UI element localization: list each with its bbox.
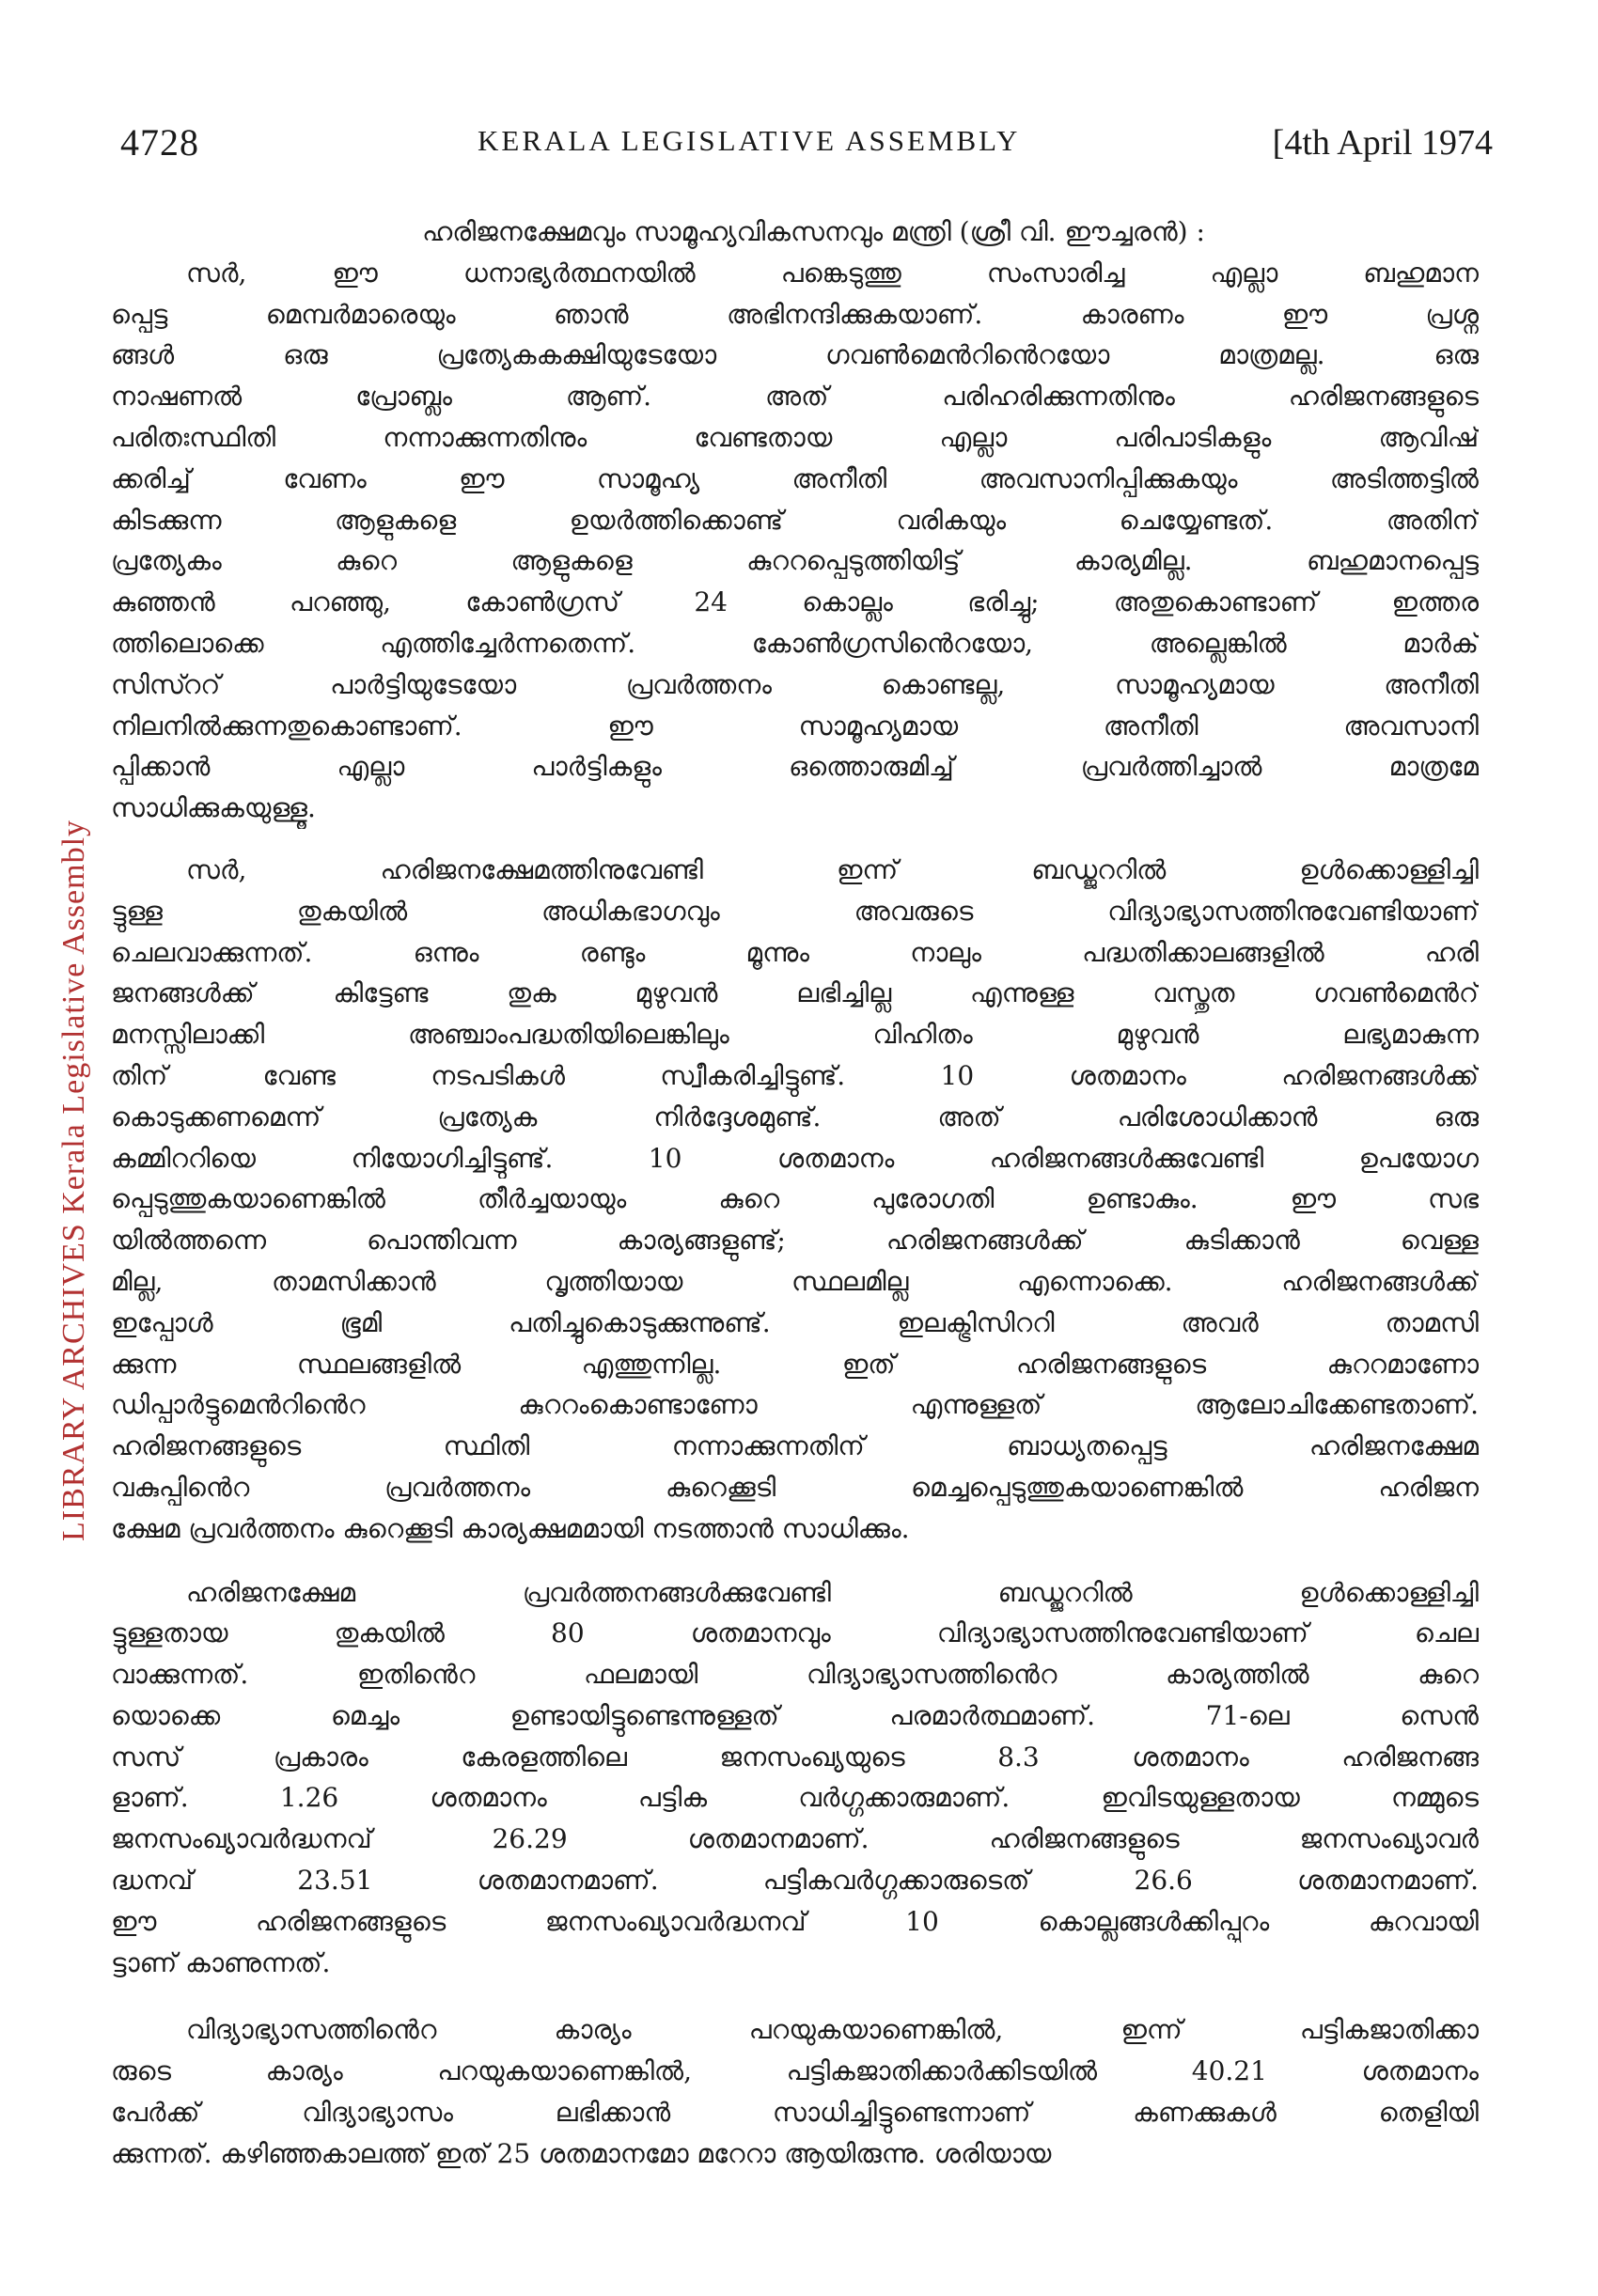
archive-watermark: LIBRARY ARCHIVES Kerala Legislative Assembly — [56, 819, 91, 1541]
text-line: ക്കുന്നത്. കഴിഞ്ഞകാലത്ത് ഇത് 25 ശതമാനമോ മറേറാ ആയിരുന്നു. ശരിയായ — [111, 2137, 1052, 2169]
text-line: ക്ഷേമ പ്രവർത്തനം കുറെക്കൂടി കാര്യക്ഷമമായി നടത്താൻ സാധിക്കും. — [111, 1512, 910, 1544]
paragraph — [111, 253, 1479, 829]
text-line: നിലനിൽക്കുന്നതുകൊണ്ടാണ്. ഈ സാമൂഹ്യമായ അനീതി അവസാനി — [111, 710, 1479, 742]
text-line: ങ്ങൾ ഒരു പ്രത്യേകകക്ഷിയുടേയോ ഗവൺമെൻറിൻെറയോ മാത്രമല്ല. ഒരു — [111, 339, 1479, 371]
paragraph — [111, 850, 1479, 1550]
header-date: [4th April 1974 — [1272, 123, 1493, 163]
text-line: ളാണ്. 1.26 ശതമാനം പട്ടിക വർഗ്ഗക്കാരുമാണ്. ഇവിടയുള്ളതായ നമ്മുടെ — [111, 1782, 1479, 1814]
text-line: നാഷണൽ പ്രോബ്ലം ആണ്. അത് പരിഹരിക്കുന്നതിനും ഹരിജനങ്ങളുടെ — [111, 381, 1479, 413]
running-title: KERALA LEGISLATIVE ASSEMBLY — [478, 124, 1021, 157]
text-line: കുഞ്ഞൻ പറഞ്ഞു, കോൺഗ്രസ് 24 കൊല്ലം ഭരിച്ചു; അതുകൊണ്ടാണ് ഇത്തര — [111, 586, 1479, 618]
speaker-heading: ഹരിജനക്ഷേമവും സാമൂഹ്യവികസനവും മന്ത്രി (ശ്രീ വി. ഈച്ചരൻ) : — [422, 216, 1205, 247]
text-line: കൊടുക്കണമെന്ന് പ്രത്യേക നിർദ്ദേശമുണ്ട്. അത് പരിശോധിക്കാൻ ഒരു — [111, 1101, 1479, 1132]
text-line: പ്പെടുത്തുകയാണെങ്കിൽ തീർച്ചയായും കുറെ പുരോഗതി ഉണ്ടാകും. ഈ സഭ — [111, 1183, 1479, 1215]
text-line: വകുപ്പിൻെറ പ്രവർത്തനം കുറെക്കൂടി മെച്ചപ്പെടുത്തുകയാണെങ്കിൽ ഹരിജന — [111, 1471, 1479, 1503]
text-line: തിന് വേണ്ട നടപടികൾ സ്വീകരിച്ചിട്ടുണ്ട്. 10 ശതമാനം ഹരിജനങ്ങൾക്ക് — [111, 1059, 1479, 1091]
text-line: രുടെ കാര്യം പറയുകയാണെങ്കിൽ, പട്ടികജാതിക്കാർക്കിടയിൽ 40.21 ശതമാനം — [111, 2055, 1479, 2087]
page-number: 4728 — [120, 121, 199, 164]
paragraph — [111, 1572, 1479, 1984]
text-line: ട്ടുള്ളതായ തുകയിൽ 80 ശതമാനവും വിദ്യാഭ്യാസത്തിനുവേണ്ടിയാണ് ചെല — [111, 1617, 1479, 1649]
text-line: യിൽത്തന്നെ പൊന്തിവന്ന കാര്യങ്ങളുണ്ട്; ഹരിജനങ്ങൾക്ക് കുടിക്കാൻ വെള്ള — [111, 1225, 1479, 1257]
text-line: ത്തിലൊക്കെ എത്തിച്ചേർന്നതെന്ന്. കോൺഗ്രസിൻെറയോ, അല്ലെങ്കിൽ മാർക് — [111, 627, 1479, 659]
text-line: ഇപ്പോൾ ഭൂമി പതിച്ചുകൊടുക്കുന്നുണ്ട്. ഇലക്ട്രിസിററി അവർ താമസി — [111, 1306, 1479, 1338]
text-line: കിടക്കുന്ന ആളുകളെ ഉയർത്തിക്കൊണ്ട് വരികയും ചെയ്യേണ്ടത്. അതിന് — [111, 504, 1479, 536]
text-line: മനസ്സിലാക്കി അഞ്ചാംപദ്ധതിയിലെങ്കിലും വിഹിതം മുഴുവൻ ലഭ്യമാകുന്ന — [111, 1019, 1479, 1051]
text-line: കമ്മിററിയെ നിയോഗിച്ചിട്ടുണ്ട്. 10 ശതമാനം ഹരിജനങ്ങൾക്കുവേണ്ടി ഉപയോഗ — [111, 1142, 1479, 1174]
text-line: പരിതഃസ്ഥിതി നന്നാക്കുന്നതിനും വേണ്ടതായ എല്ലാ പരിപാടികളും ആവിഷ് — [111, 421, 1479, 453]
body-text — [111, 211, 1479, 2175]
text-line: മില്ല, താമസിക്കാൻ വൃത്തിയായ സ്ഥലമില്ല എന്നൊക്കെ. ഹരിജനങ്ങൾക്ക് — [111, 1265, 1479, 1297]
text-line: പ്പിക്കാൻ എല്ലാ പാർട്ടികളും ഒത്തൊരുമിച്ച് പ്രവർത്തിച്ചാൽ മാത്രമേ — [111, 751, 1479, 783]
paragraphs — [111, 253, 1479, 2175]
text-line: ദ്ധനവ് 23.51 ശതമാനമാണ്. പട്ടികവർഗ്ഗക്കാരുടെത് 26.6 ശതമാനമാണ്. — [111, 1865, 1479, 1897]
text-line: സർ, ഈ ധനാഭ്യർത്ഥനയിൽ പങ്കെടുത്തു സംസാരിച്ച എല്ലാ ബഹുമാന — [186, 257, 1479, 289]
text-line: ട്ടുള്ള തുകയിൽ അധികഭാഗവും അവരുടെ വിദ്യാഭ്യാസത്തിനുവേണ്ടിയാണ് — [111, 895, 1479, 927]
paragraph — [111, 2009, 1479, 2174]
text-line: സസ് പ്രകാരം കേരളത്തിലെ ജനസംഖ്യയുടെ 8.3 ശതമാനം ഹരിജനങ്ങ — [111, 1741, 1479, 1773]
text-line: ഡിപ്പാർട്ടുമെൻറിൻെറ കുററംകൊണ്ടാണോ എന്നുള്ളത് ആലോചിക്കേണ്ടതാണ്. — [111, 1389, 1479, 1421]
text-line: പേർക്ക് വിദ്യാഭ്യാസം ലഭിക്കാൻ സാധിച്ചിട്ടുണ്ടെന്നാണ് കണക്കുകൾ തെളിയി — [111, 2097, 1479, 2129]
text-line: ജനങ്ങൾക്ക് കിട്ടേണ്ട തുക മുഴുവൻ ലഭിച്ചില്ല എന്നുള്ള വസ്തുത ഗവൺമെൻറ് — [111, 977, 1479, 1009]
text-line: ചെലവാക്കുന്നത്. ഒന്നും രണ്ടും മൂന്നും നാലും പദ്ധതിക്കാലങ്ങളിൽ ഹരി — [111, 936, 1479, 968]
text-line: വിദ്യാഭ്യാസത്തിൻെറ കാര്യം പറയുകയാണെങ്കിൽ, ഇന്ന് പട്ടികജാതിക്കാ — [186, 2014, 1479, 2046]
text-line: ഈ ഹരിജനങ്ങളുടെ ജനസംഖ്യാവർദ്ധനവ് 10 കൊല്ലങ്ങൾക്കിപ്പുറം കുറവായി — [111, 1905, 1479, 1937]
page-header — [120, 120, 1493, 177]
text-line: സാധിക്കുകയുള്ളൂ. — [111, 792, 316, 824]
text-line: സർ, ഹരിജനക്ഷേമത്തിനുവേണ്ടി ഇന്ന് ബഡ്ജററിൽ ഉൾക്കൊള്ളിച്ചി — [186, 853, 1479, 885]
text-line: സിസ്ററ് പാർട്ടിയുടേയോ പ്രവർത്തനം കൊണ്ടല്ല, സാമൂഹ്യമായ അനീതി — [111, 668, 1479, 700]
text-line: യൊക്കെ മെച്ചം ഉണ്ടായിട്ടുണ്ടെന്നുള്ളത് പരമാർത്ഥമാണ്. 71-ലെ സെൻ — [111, 1699, 1479, 1731]
text-line: ഹരിജനങ്ങളുടെ സ്ഥിതി നന്നാക്കുന്നതിന് ബാധ്യതപ്പെട്ട ഹരിജനക്ഷേമ — [111, 1430, 1479, 1462]
text-line: ക്കരിച്ച് വേണം ഈ സാമൂഹ്യ അനീതി അവസാനിപ്പിക്കുകയും അടിത്തട്ടിൽ — [111, 462, 1479, 494]
text-line: വാക്കുന്നത്. ഇതിൻെറ ഫലമായി വിദ്യാഭ്യാസത്തിൻെറ കാര്യത്തിൽ കുറെ — [111, 1659, 1479, 1691]
text-line: പ്പെട്ട മെമ്പർമാരെയും ഞാൻ അഭിനന്ദിക്കുകയാണ്. കാരണം ഈ പ്രശ്ന — [111, 298, 1479, 330]
text-line: ജനസംഖ്യാവർദ്ധനവ് 26.29 ശതമാനമാണ്. ഹരിജനങ്ങളുടെ ജനസംഖ്യാവർ — [111, 1823, 1479, 1855]
text-line: ഹരിജനക്ഷേമ പ്രവർത്തനങ്ങൾക്കുവേണ്ടി ബഡ്ജററിൽ ഉൾക്കൊള്ളിച്ചി — [186, 1576, 1479, 1608]
text-line: പ്രത്യേകം കുറെ ആളുകളെ കുററപ്പെടുത്തിയിട്ട് കാര്യമില്ല. ബഹുമാനപ്പെട്ട — [111, 545, 1479, 577]
text-line: ക്കുന്ന സ്ഥലങ്ങളിൽ എത്തുന്നില്ല. ഇത് ഹരിജനങ്ങളുടെ കുററമാണോ — [111, 1348, 1479, 1380]
text-line: ട്ടാണ് കാണുന്നത്. — [111, 1946, 331, 1978]
